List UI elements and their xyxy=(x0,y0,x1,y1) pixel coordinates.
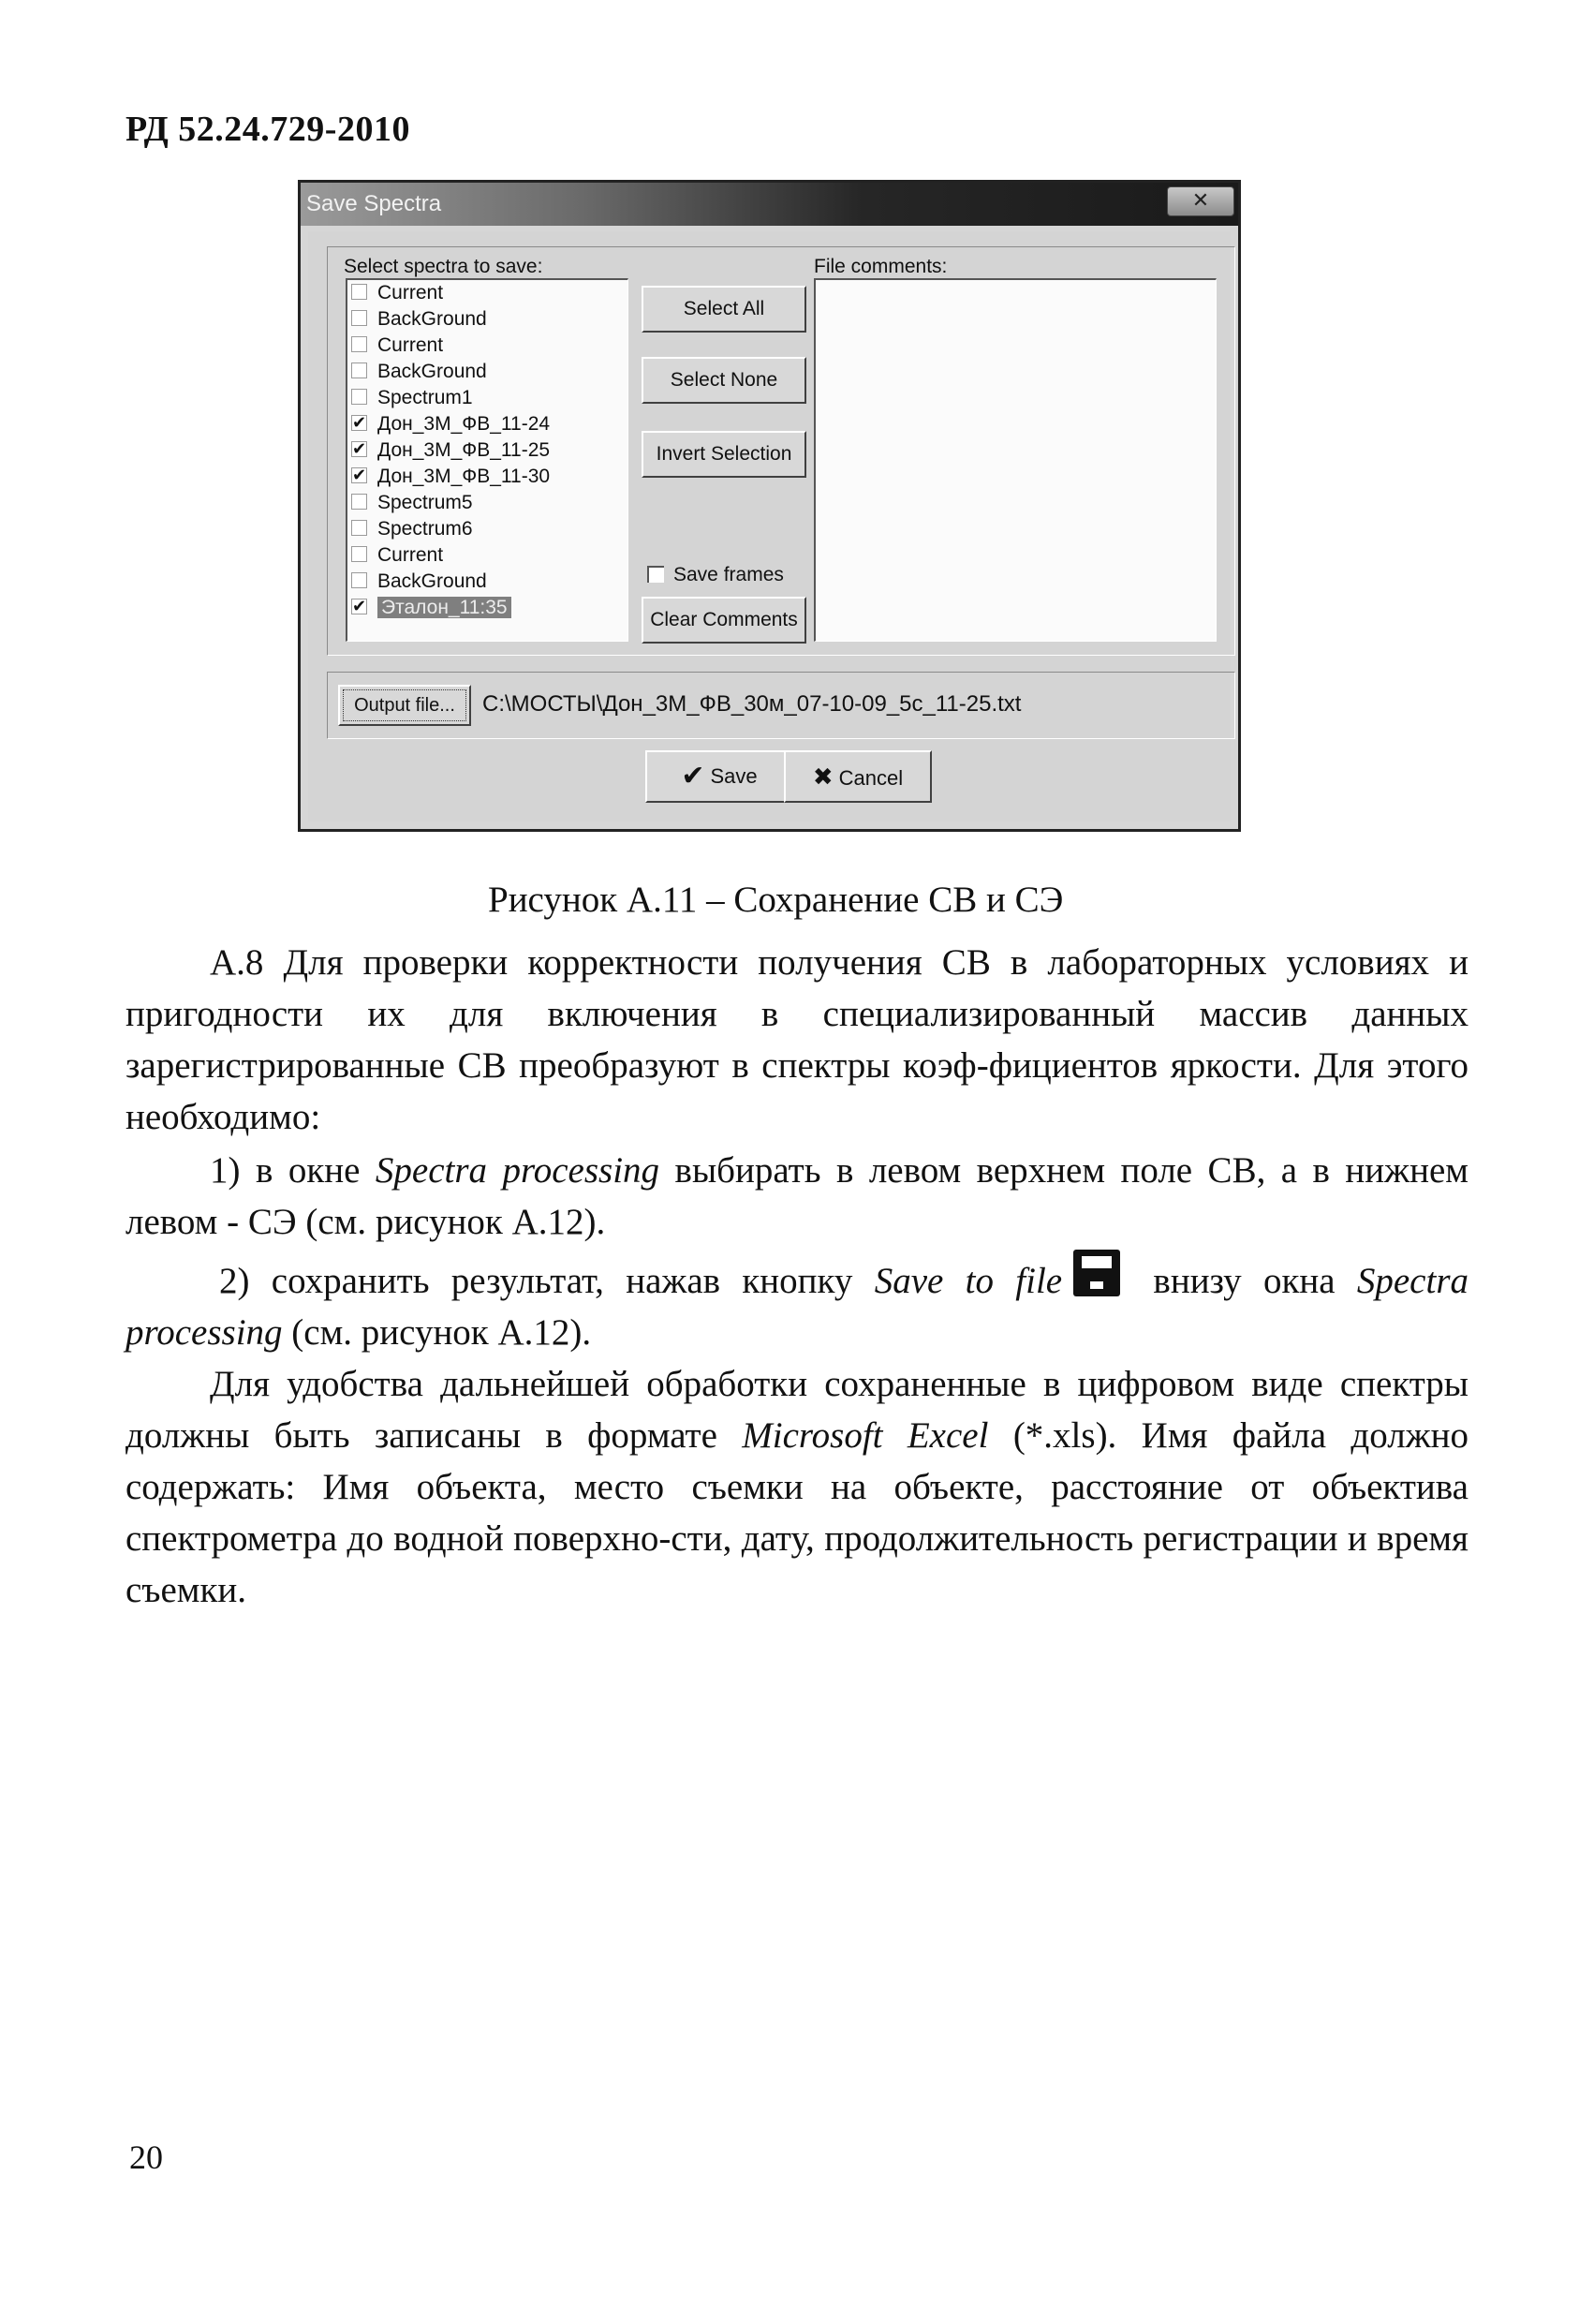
spectrum-list-item[interactable] xyxy=(347,333,627,359)
spectrum-list-item[interactable] xyxy=(347,464,627,490)
spectrum-checkbox[interactable] xyxy=(351,389,367,405)
spectra-processing-term: Spectra processing xyxy=(375,1150,660,1191)
save-button-label: Save xyxy=(710,764,758,788)
spectrum-label: Spectrum6 xyxy=(377,518,473,540)
save-to-file-icon xyxy=(1073,1250,1120,1296)
checkbox-box[interactable] xyxy=(647,566,664,583)
spectrum-checkbox[interactable] xyxy=(351,546,367,562)
page-number: 20 xyxy=(129,2139,163,2176)
clear-comments-button[interactable]: Clear Comments xyxy=(642,597,806,644)
spectrum-list-item[interactable] xyxy=(347,411,627,437)
cancel-button-label: Cancel xyxy=(838,766,904,790)
select-none-button[interactable]: Select None xyxy=(642,357,806,404)
save-button[interactable] xyxy=(645,750,793,803)
save-frames-checkbox[interactable] xyxy=(647,564,784,586)
spectrum-label: Эталон_11:35 xyxy=(377,597,511,618)
spectrum-label: Current xyxy=(377,544,444,566)
step-2-text: 2) сохранить результат, нажав кнопку xyxy=(219,1261,875,1301)
spectrum-list-item[interactable] xyxy=(347,569,627,595)
spectrum-list-item[interactable] xyxy=(347,542,627,569)
select-all-button[interactable]: Select All xyxy=(642,286,806,333)
spectrum-list-item[interactable] xyxy=(347,306,627,333)
microsoft-excel-term: Microsoft Excel xyxy=(742,1415,989,1456)
excel-paragraph-text-end: (*.xls). Имя файла должно содержать: Имя объекта, место съемки на объекте, расстояние от объектива спектрометра до водной поверхно-сти, дату, продолжительность регистрации и время съемки. xyxy=(125,1415,1469,1610)
dialog-titlebar[interactable] xyxy=(301,183,1238,226)
spectrum-list-item[interactable] xyxy=(347,490,627,516)
select-spectra-label: Select spectra to save: xyxy=(344,256,543,277)
spectrum-label: Дон_3М_ФВ_11-24 xyxy=(377,413,551,435)
spectrum-list-item[interactable] xyxy=(347,516,627,542)
save-spectra-dialog xyxy=(298,180,1241,832)
spectrum-checkbox[interactable] xyxy=(351,336,367,352)
spectrum-label: Дон_3М_ФВ_11-30 xyxy=(377,466,551,487)
spectrum-checkbox[interactable]: ✔ xyxy=(352,597,367,615)
excel-paragraph-text: Для удобства дальнейшей обработки сохраненные в цифровом виде спектры должны быть записаны в формате xyxy=(125,1364,1469,1456)
save-to-file-term: Save to file xyxy=(874,1261,1063,1301)
figure-caption: Рисунок А.11 – Сохранение СВ и СЭ xyxy=(488,880,1064,920)
step-2-text-middle: внизу окна xyxy=(1131,1261,1357,1301)
invert-selection-button[interactable]: Invert Selection xyxy=(642,431,806,478)
spectrum-label: Дон_3М_ФВ_11-25 xyxy=(377,439,551,461)
cancel-button[interactable] xyxy=(784,750,932,803)
document-code: РД 52.24.729-2010 xyxy=(125,110,410,149)
output-file-button[interactable]: Output file... xyxy=(338,685,471,726)
spectrum-checkbox[interactable]: ✔ xyxy=(352,466,367,484)
paragraph-a8: А.8 Для проверки корректности получения СВ в лабораторных условиях и пригодности их для включения в специализированный массив данных зарегистрированные СВ преобразуют в спектры коэф-фициентов яркости. Для этого необходимо: xyxy=(125,942,1469,1137)
spectra-processing-term: Spectra processing xyxy=(125,1261,1469,1353)
spectrum-checkbox[interactable] xyxy=(351,284,367,300)
save-frames-label: Save frames xyxy=(673,564,784,585)
dialog-client-area xyxy=(308,231,1231,822)
spectrum-label: BackGround xyxy=(377,361,487,382)
spectrum-label: Spectrum5 xyxy=(377,492,473,513)
file-comments-label: File comments: xyxy=(814,256,948,277)
cross-icon: ✖ xyxy=(812,762,834,791)
dialog-title: Save Spectra xyxy=(306,191,442,216)
excel-format-paragraph xyxy=(125,1358,1469,1616)
spectrum-checkbox[interactable] xyxy=(351,572,367,588)
step-2-paragraph xyxy=(125,1250,1469,1358)
spectrum-list-item[interactable] xyxy=(347,280,627,306)
spectrum-label: Current xyxy=(377,334,444,356)
file-comments-textarea[interactable] xyxy=(814,278,1217,642)
checkmark-icon: ✔ xyxy=(681,761,705,792)
step-1-text: 1) в окне xyxy=(210,1150,376,1191)
close-button[interactable] xyxy=(1167,186,1234,216)
spectrum-label: BackGround xyxy=(377,570,487,592)
spectrum-checkbox[interactable] xyxy=(351,363,367,378)
spectrum-list-item[interactable] xyxy=(347,385,627,411)
spectrum-list-item[interactable] xyxy=(347,437,627,464)
step-1-paragraph xyxy=(125,1145,1469,1248)
spectrum-label: Spectrum1 xyxy=(377,387,473,408)
close-icon: ✕ xyxy=(1191,188,1210,212)
spectra-listbox[interactable] xyxy=(346,278,628,642)
spectrum-checkbox[interactable] xyxy=(351,520,367,536)
spectrum-checkbox[interactable] xyxy=(351,494,367,510)
step-2-text-end: (см. рисунок А.12). xyxy=(282,1312,592,1353)
spectrum-list-item[interactable] xyxy=(347,595,627,621)
output-file-path: C:\МОСТЫ\Дон_3М_ФВ_30м_07-10-09_5с_11-25.txt xyxy=(482,691,1022,717)
spectrum-checkbox[interactable] xyxy=(351,310,367,326)
spectrum-label: BackGround xyxy=(377,308,487,330)
spectrum-checkbox[interactable]: ✔ xyxy=(352,439,367,458)
spectrum-list-item[interactable] xyxy=(347,359,627,385)
spectrum-label: Current xyxy=(377,282,444,303)
step-1-text-end: выбирать в левом верхнем поле СВ, а в нижнем левом - СЭ (см. рисунок А.12). xyxy=(125,1150,1469,1242)
spectrum-checkbox[interactable]: ✔ xyxy=(352,413,367,432)
